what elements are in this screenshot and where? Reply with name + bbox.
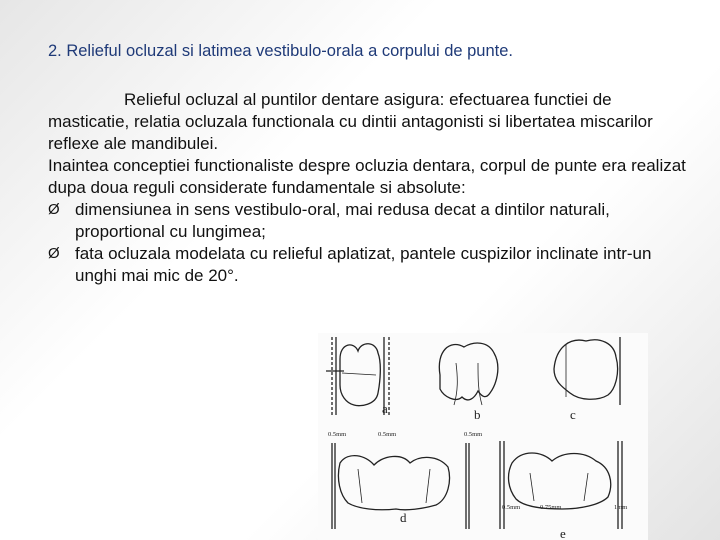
bullet-item-2 [48,243,688,287]
figure-label-a: a [382,401,388,416]
bullet-arrow-icon: Ø [48,245,60,262]
figure-dim-3: 0.5mm [464,431,483,438]
bullet-text-1: dimensiunea in sens vestibulo-oral, mai redusa decat a dintilor naturali, proportional cu lungimea; [75,200,610,241]
bullet-arrow-icon: Ø [48,201,60,218]
figure-label-e: e [560,526,566,540]
paragraph-rules: Inaintea conceptiei functionaliste despre ocluzia dentara, corpul de punte era realizat dupa doua reguli considerate fundamentale si absolute: [48,156,686,197]
figure-dim-1: 0.5mm [328,431,347,438]
figure-label-b: b [474,407,481,422]
tooth-sketch-b [439,343,498,405]
tooth-diagram-figure [318,333,648,540]
figure-label-c: c [570,407,576,422]
tooth-sketch-c [554,337,620,405]
slide-body [48,89,688,287]
tooth-sketch-e [500,441,622,529]
bullet-item-1 [48,199,688,243]
bullet-text-2: fata ocluzala modelata cu relieful aplatizat, pantele cuspizilor inclinate intr-un unghi mai mic de 20°. [75,244,652,285]
paragraph-occlusal-relief: Relieful ocluzal al puntilor dentare asigura: efectuarea functiei de masticatie, relatia ocluzala functionala cu dintii antagonisti si libertatea miscarilor reflexe ale mandibulei. [48,90,653,153]
figure-dim-6: 1mm [614,504,628,511]
figure-dim-5: 0.75mm [540,504,562,511]
figure-label-d: d [400,510,407,525]
figure-dim-2: 0.5mm [378,431,397,438]
tooth-diagram-svg [318,333,648,540]
tooth-sketch-a [326,337,389,415]
figure-dim-4: 0.5mm [502,504,521,511]
slide-title: 2. Relieful ocluzal si latimea vestibulo-orala a corpului de punte. [48,42,514,60]
